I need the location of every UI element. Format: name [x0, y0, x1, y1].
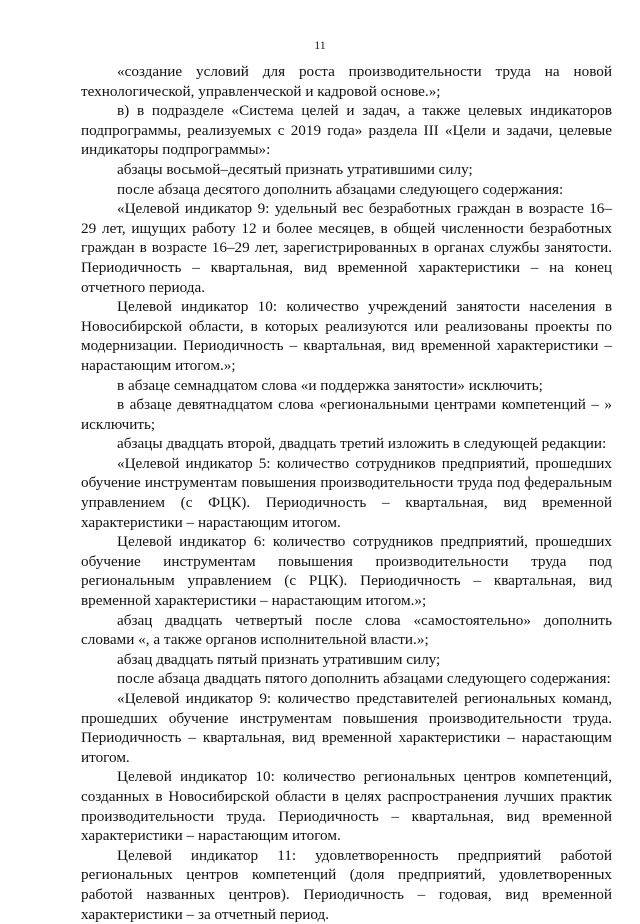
paragraph: «Целевой индикатор 5: количество сотрудников предприятий, прошедших обучение инструментам повышения производительности труда под федеральным управлением (с ФЦК). Периодичность – квартальная, вид временной характеристики – нарастающим итогом. [81, 454, 612, 531]
paragraph: в абзаце девятнадцатом слова «региональными центрами компетенций – » исключить; [81, 396, 612, 433]
paragraph: «Целевой индикатор 9: количество представителей региональных команд, прошедших обучение инструментам повышения производительности труда. Периодичность – квартальная, вид временной характеристики – нарастающим итогом. [81, 690, 612, 766]
paragraph: в) в подразделе «Система целей и задач, а также целевых индикаторов подпрограммы, реализуемых с 2019 года» раздела III «Цели и задачи, целевые индикаторы подпрограммы»: [81, 102, 612, 159]
paragraph: Целевой индикатор 6: количество сотрудников предприятий, прошедших обучение инструментам повышения производительности труда под региональным управлением (с РЦК). Периодичность – квартальная, вид временной характеристики – нарастающим итогом.»; [81, 533, 612, 610]
paragraph: в абзаце семнадцатом слова «и поддержка занятости» исключить; [117, 376, 543, 394]
page-number: 11 [314, 38, 326, 52]
paragraph: «Целевой индикатор 9: удельный вес безработных граждан в возрасте 16–29 лет, ищущих работу 12 и более месяцев, в общей численности безработных граждан в возрасте 16–29 лет, зарегистрированных в органах службы занятости. Периодичность – квартальная, вид временной характеристики – на конец отчетного периода. [81, 200, 612, 296]
paragraph: Целевой индикатор 10: количество региональных центров компетенций, созданных в Новосибирской области в целях распространения лучших практик производительности труда. Периодичность – квартальная, вид временной характеристики – нарастающим итогом. [81, 768, 612, 845]
paragraph: после абзаца двадцать пятого дополнить абзацами следующего содержания: [117, 670, 611, 688]
paragraph: после абзаца десятого дополнить абзацами следующего содержания: [117, 180, 564, 198]
paragraph: абзац двадцать пятый признать утратившим силу; [117, 650, 441, 668]
paragraph: Целевой индикатор 10: количество учреждений занятости населения в Новосибирской области, в которых реализуются или реализованы проекты по модернизации. Периодичность – квартальная, вид временной характеристики – нарастающим итогом.»; [81, 298, 612, 374]
paragraph: абзацы двадцать второй, двадцать третий изложить в следующей редакции: [117, 435, 607, 453]
paragraph: «создание условий для роста производительности труда на новой технологической, управленческой и кадровой основе.»; [81, 63, 612, 100]
paragraph: абзац двадцать четвертый после слова «самостоятельно» дополнить словами «, а также органов исполнительной власти.»; [81, 611, 612, 649]
document-body [81, 62, 612, 924]
paragraph: абзацы восьмой–десятый признать утратившими силу; [117, 160, 473, 178]
paragraph: Целевой индикатор 11: удовлетворенность предприятий работой региональных центров компетенций (доля предприятий, удовлетворенных работой названных центров). Периодичность – годовая, вид временной характеристики – за отчетный период. [81, 846, 612, 923]
